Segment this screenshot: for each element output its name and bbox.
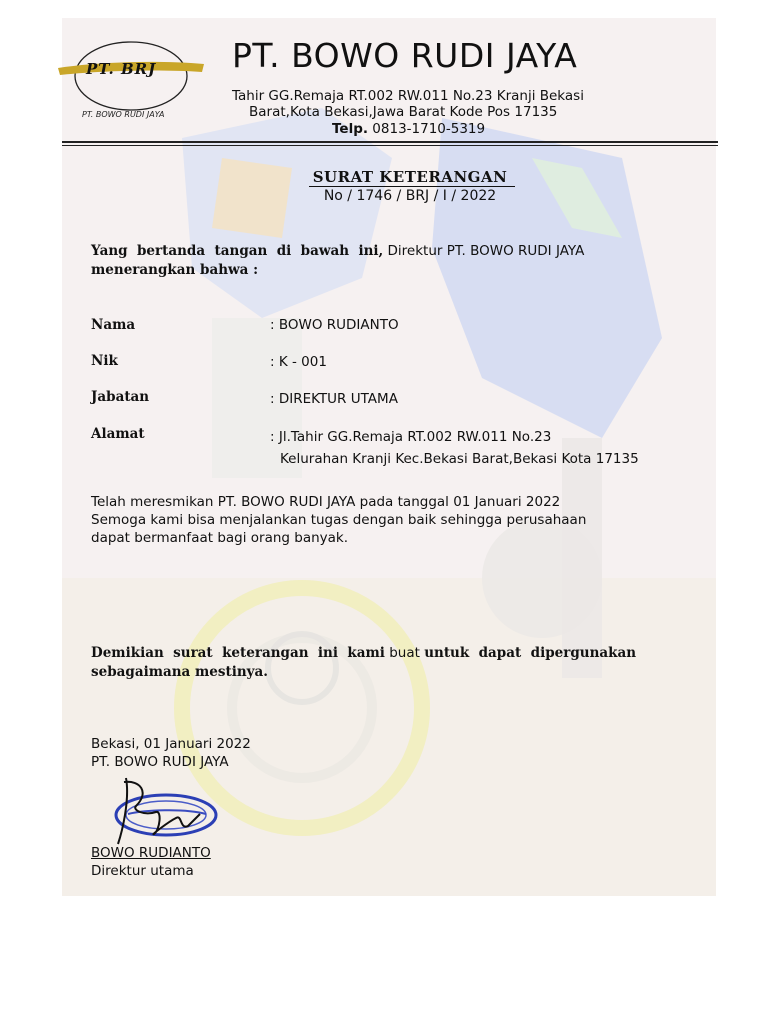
- field-label-jabatan: Jabatan: [91, 389, 150, 405]
- title-underline: [309, 186, 515, 187]
- signature-stamp: [84, 770, 224, 850]
- field-label-alamat: Alamat: [91, 426, 145, 442]
- field-value-alamat: : Jl.Tahir GG.Remaja RT.002 RW.011 No.23: [270, 429, 552, 445]
- body-line-2: Semoga kami bisa menjalankan tugas dengan baik sehingga perusahaan: [91, 512, 587, 528]
- phone-number: 0813-1710-5319: [372, 121, 486, 137]
- place-date: Bekasi, 01 Januari 2022: [91, 736, 251, 752]
- address-line-2: Barat,Kota Bekasi,Jawa Barat Kode Pos 17135: [249, 104, 558, 120]
- closing-bold-2: untuk dapat dipergunakan: [424, 645, 637, 661]
- field-label-nik: Nik: [91, 353, 118, 369]
- sign-company: PT. BOWO RUDI JAYA: [91, 754, 229, 770]
- logo-text: PT. BRJ: [86, 60, 157, 78]
- letter-number: No / 1746 / BRJ / I / 2022: [323, 188, 497, 204]
- field-value-alamat-cont: Kelurahan Kranji Kec.Bekasi Barat,Bekasi Kota 17135: [280, 451, 639, 467]
- company-name: PT. BOWO RUDI JAYA: [232, 36, 578, 75]
- logo-caption: PT. BOWO RUDI JAYA: [82, 110, 165, 119]
- body-line-1: Telah meresmikan PT. BOWO RUDI JAYA pada tanggal 01 Januari 2022: [91, 494, 561, 510]
- field-value-nik: : K - 001: [270, 354, 327, 370]
- header-divider-top: [62, 141, 718, 143]
- phone-label: Telp.: [332, 121, 368, 137]
- phone-line: [332, 121, 485, 137]
- closing-line-2: sebagaimana mestinya.: [91, 664, 268, 680]
- body-line-3: dapat bermanfaat bagi orang banyak.: [91, 530, 349, 546]
- field-value-jabatan: : DIREKTUR UTAMA: [270, 391, 398, 407]
- signer-title: Direktur utama: [91, 863, 194, 879]
- signer-name: BOWO RUDIANTO: [91, 845, 211, 861]
- header-divider-bottom: [62, 145, 718, 146]
- intro-line-2: menerangkan bahwa :: [91, 262, 259, 278]
- letter-title: SURAT KETERANGAN: [312, 168, 508, 186]
- field-value-nama: : BOWO RUDIANTO: [270, 317, 399, 333]
- closing-bold-1: Demikian surat keterangan ini kami: [91, 645, 385, 661]
- address-line-1: Tahir GG.Remaja RT.002 RW.011 No.23 Kranji Bekasi: [232, 88, 584, 104]
- closing-regular: buat: [384, 645, 425, 661]
- field-label-nama: Nama: [91, 317, 136, 333]
- closing-line-1: [91, 645, 636, 661]
- intro-bold: Yang bertanda tangan di bawah ini,: [91, 243, 384, 259]
- intro-line-1: [91, 243, 584, 259]
- intro-regular: Direktur PT. BOWO RUDI JAYA: [383, 243, 585, 259]
